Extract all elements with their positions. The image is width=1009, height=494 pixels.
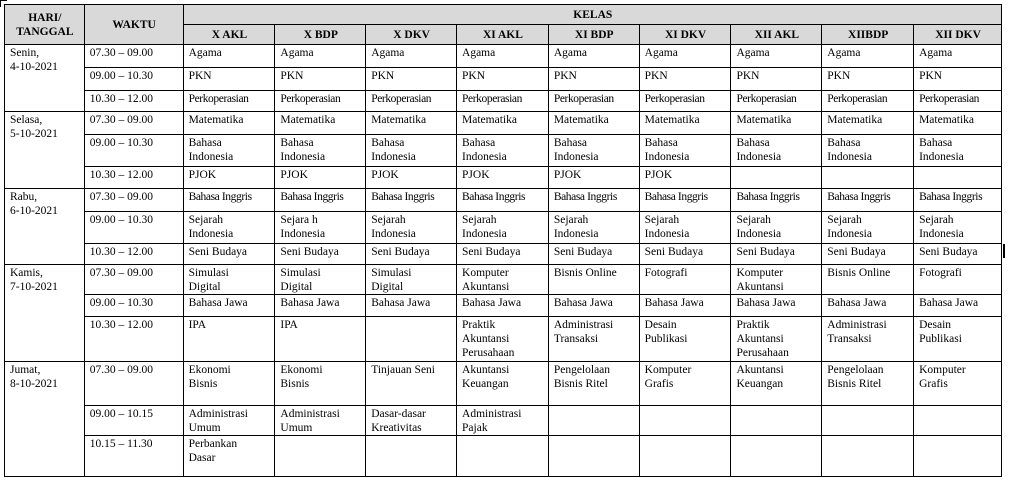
class-group-header: KELAS xyxy=(183,5,1001,25)
subject-cell xyxy=(366,317,457,362)
subject-cell: Seni Budaya xyxy=(366,244,457,265)
subject-cell: Perkoperasian xyxy=(731,91,822,112)
subject-cell xyxy=(822,406,914,436)
subject-cell: Matematika xyxy=(914,112,1002,135)
subject-cell: Matematika xyxy=(548,112,639,135)
subject-cell: Tinjauan Seni xyxy=(366,362,457,406)
class-header-xii-akl: XII AKL xyxy=(731,25,822,45)
day-cell-senin xyxy=(5,45,85,112)
time-slot: 09.00 – 10.30 xyxy=(84,295,183,317)
subject-cell: Bahasa Inggris xyxy=(548,189,639,212)
subject-cell: Bahasa Jawa xyxy=(731,295,822,317)
subject-cell xyxy=(457,436,549,477)
subject-cell: PKN xyxy=(366,68,457,91)
day-name: Jumat, xyxy=(10,364,41,376)
subject-cell: Komputer Grafis xyxy=(639,362,731,406)
subject-cell: Pengelolaan Bisnis Ritel xyxy=(822,362,914,406)
day-name: Selasa, xyxy=(10,114,43,126)
subject-cell: Bahasa Inggris xyxy=(914,189,1002,212)
subject-cell: Matematika xyxy=(731,112,822,135)
subject-cell: Pengelolaan Bisnis Ritel xyxy=(548,362,639,406)
subject-cell xyxy=(822,167,914,189)
subject-cell: Seni Budaya xyxy=(457,244,549,265)
subject-cell: PJOK xyxy=(639,167,731,189)
subject-cell xyxy=(639,406,731,436)
schedule-row xyxy=(5,295,1002,317)
subject-cell: PKN xyxy=(275,68,366,91)
schedule-row xyxy=(5,362,1002,406)
subject-cell: Bahasa Indonesia xyxy=(366,135,457,167)
subject-cell: Bahasa Indonesia xyxy=(548,135,639,167)
subject-cell: Perbankan Dasar xyxy=(183,436,275,477)
text-cursor xyxy=(1003,244,1005,258)
day-cell-rabu xyxy=(5,189,85,265)
subject-cell: Sejarah Indonesia xyxy=(548,212,639,244)
subject-cell: Perkoperasian xyxy=(457,91,549,112)
subject-cell: Seni Budaya xyxy=(914,244,1002,265)
subject-cell: Bahasa Indonesia xyxy=(275,135,366,167)
day-cell-selasa xyxy=(5,112,85,189)
subject-cell: Perkoperasian xyxy=(914,91,1002,112)
subject-cell xyxy=(548,406,639,436)
subject-cell: PKN xyxy=(183,68,275,91)
subject-cell: Perkoperasian xyxy=(822,91,914,112)
subject-cell: Komputer Grafis xyxy=(914,362,1002,406)
subject-cell: Matematika xyxy=(457,112,549,135)
subject-cell: Agama xyxy=(731,45,822,68)
subject-cell: Bahasa Indonesia xyxy=(457,135,549,167)
subject-cell: Praktik Akuntansi Perusahaan xyxy=(457,317,549,362)
subject-cell: Bahasa Jawa xyxy=(822,295,914,317)
subject-cell: Fotografi xyxy=(914,265,1002,295)
time-slot: 10.30 – 12.00 xyxy=(84,244,183,265)
subject-cell: Agama xyxy=(366,45,457,68)
time-slot: 09.00 – 10.30 xyxy=(84,68,183,91)
subject-cell: Desain Publikasi xyxy=(914,317,1002,362)
day-date: 4-10-2021 xyxy=(10,61,58,73)
subject-cell: Agama xyxy=(275,45,366,68)
subject-cell: Seni Budaya xyxy=(275,244,366,265)
subject-cell: Fotografi xyxy=(639,265,731,295)
subject-cell: Bisnis Online xyxy=(548,265,639,295)
subject-cell: Perkoperasian xyxy=(275,91,366,112)
subject-cell: Sejarah Indonesia xyxy=(639,212,731,244)
schedule-row xyxy=(5,112,1002,135)
subject-cell: Bahasa Indonesia xyxy=(183,135,275,167)
subject-cell: IPA xyxy=(183,317,275,362)
class-header-xiibdp: XIIBDP xyxy=(822,25,914,45)
subject-cell: Bahasa Indonesia xyxy=(822,135,914,167)
subject-cell: Sejarah Indonesia xyxy=(822,212,914,244)
time-slot: 09.00 – 10.30 xyxy=(84,135,183,167)
schedule-row xyxy=(5,91,1002,112)
subject-cell: Praktik Akuntansi Perusahaan xyxy=(731,317,822,362)
subject-cell: Administrasi Transaksi xyxy=(548,317,639,362)
day-cell-kamis xyxy=(5,265,85,362)
subject-cell: PKN xyxy=(639,68,731,91)
subject-cell: PJOK xyxy=(183,167,275,189)
subject-cell: Sejarah Indonesia xyxy=(731,212,822,244)
subject-cell: Agama xyxy=(183,45,275,68)
subject-cell: Matematika xyxy=(275,112,366,135)
subject-cell: Sejarah Indonesia xyxy=(914,212,1002,244)
time-slot: 07.30 – 09.00 xyxy=(84,45,183,68)
subject-cell: Bahasa Jawa xyxy=(548,295,639,317)
subject-cell: Dasar-dasar Kreativitas xyxy=(366,406,457,436)
subject-cell: PKN xyxy=(457,68,549,91)
schedule-row xyxy=(5,189,1002,212)
subject-cell: PJOK xyxy=(366,167,457,189)
subject-cell: Administrasi Pajak xyxy=(457,406,549,436)
subject-cell: Agama xyxy=(457,45,549,68)
subject-cell: Seni Budaya xyxy=(548,244,639,265)
subject-cell xyxy=(731,436,822,477)
subject-cell: Bahasa Jawa xyxy=(639,295,731,317)
time-slot: 07.30 – 09.00 xyxy=(84,189,183,212)
class-header-xi-dkv: XI DKV xyxy=(639,25,731,45)
subject-cell xyxy=(914,436,1002,477)
subject-cell: Bahasa Jawa xyxy=(914,295,1002,317)
subject-cell: Seni Budaya xyxy=(639,244,731,265)
time-slot: 10.15 – 11.30 xyxy=(84,436,183,477)
subject-cell: PJOK xyxy=(548,167,639,189)
subject-cell: Matematika xyxy=(822,112,914,135)
day-header-line-2: TANGGAL xyxy=(16,26,74,38)
time-column-header: WAKTU xyxy=(84,5,183,45)
subject-cell: Bahasa Indonesia xyxy=(639,135,731,167)
day-name: Kamis, xyxy=(10,267,43,279)
subject-cell xyxy=(731,406,822,436)
subject-cell: Sejara h Indonesia xyxy=(275,212,366,244)
subject-cell: Sejarah Indonesia xyxy=(457,212,549,244)
time-slot: 07.30 – 09.00 xyxy=(84,265,183,295)
subject-cell: Matematika xyxy=(183,112,275,135)
subject-cell: Perkoperasian xyxy=(183,91,275,112)
subject-cell: Bisnis Online xyxy=(822,265,914,295)
subject-cell: Bahasa Inggris xyxy=(275,189,366,212)
schedule-row xyxy=(5,317,1002,362)
subject-cell xyxy=(914,167,1002,189)
subject-cell: PKN xyxy=(731,68,822,91)
time-slot: 10.30 – 12.00 xyxy=(84,167,183,189)
subject-cell: Seni Budaya xyxy=(822,244,914,265)
subject-cell: Bahasa Jawa xyxy=(366,295,457,317)
class-header-x-akl: X AKL xyxy=(183,25,275,45)
subject-cell: Bahasa Inggris xyxy=(366,189,457,212)
subject-cell: PKN xyxy=(822,68,914,91)
day-date: 8-10-2021 xyxy=(10,378,58,390)
subject-cell: Bahasa Jawa xyxy=(183,295,275,317)
subject-cell: PJOK xyxy=(457,167,549,189)
subject-cell: PJOK xyxy=(275,167,366,189)
subject-cell: Desain Publikasi xyxy=(639,317,731,362)
day-name: Senin, xyxy=(10,47,40,59)
subject-cell: Ekonomi Bisnis xyxy=(183,362,275,406)
subject-cell: Bahasa Inggris xyxy=(731,189,822,212)
day-date: 5-10-2021 xyxy=(10,128,58,140)
subject-cell: Perkoperasian xyxy=(548,91,639,112)
time-slot: 09.00 – 10.30 xyxy=(84,212,183,244)
subject-cell: Simulasi Digital xyxy=(275,265,366,295)
class-header-xi-akl: XI AKL xyxy=(457,25,549,45)
subject-cell: PKN xyxy=(548,68,639,91)
subject-cell: Agama xyxy=(548,45,639,68)
subject-cell: Bahasa Jawa xyxy=(275,295,366,317)
subject-cell xyxy=(731,167,822,189)
subject-cell: Sejarah Indonesia xyxy=(366,212,457,244)
subject-cell: Akuntansi Keuangan xyxy=(457,362,549,406)
subject-cell: Administrasi Umum xyxy=(275,406,366,436)
subject-cell xyxy=(822,436,914,477)
schedule-row xyxy=(5,244,1002,265)
class-header-xi-bdp: XI BDP xyxy=(548,25,639,45)
day-date: 7-10-2021 xyxy=(10,281,58,293)
time-slot: 07.30 – 09.00 xyxy=(84,112,183,135)
day-name: Rabu, xyxy=(10,191,38,203)
subject-cell: Seni Budaya xyxy=(183,244,275,265)
day-date: 6-10-2021 xyxy=(10,205,58,217)
subject-cell: Administrasi Transaksi xyxy=(822,317,914,362)
class-header-xii-dkv: XII DKV xyxy=(914,25,1002,45)
subject-cell: Matematika xyxy=(366,112,457,135)
schedule-row xyxy=(5,68,1002,91)
subject-cell: Perkoperasian xyxy=(366,91,457,112)
subject-cell: PKN xyxy=(914,68,1002,91)
subject-cell: Ekonomi Bisnis xyxy=(275,362,366,406)
day-header-line-1: HARI/ xyxy=(28,12,62,24)
subject-cell: Administrasi Umum xyxy=(183,406,275,436)
schedule-row xyxy=(5,436,1002,477)
subject-cell xyxy=(275,436,366,477)
subject-cell: Bahasa Inggris xyxy=(639,189,731,212)
subject-cell: Bahasa Inggris xyxy=(183,189,275,212)
schedule-row xyxy=(5,212,1002,244)
subject-cell: Bahasa Inggris xyxy=(457,189,549,212)
subject-cell: Agama xyxy=(639,45,731,68)
subject-cell: Seni Budaya xyxy=(731,244,822,265)
subject-cell: Komputer Akuntansi xyxy=(457,265,549,295)
subject-cell: Akuntansi Keuangan xyxy=(731,362,822,406)
class-header-x-bdp: X BDP xyxy=(275,25,366,45)
class-header-x-dkv: X DKV xyxy=(366,25,457,45)
subject-cell: Bahasa Indonesia xyxy=(731,135,822,167)
schedule-row xyxy=(5,167,1002,189)
subject-cell xyxy=(366,436,457,477)
subject-cell xyxy=(639,436,731,477)
subject-cell xyxy=(914,406,1002,436)
schedule-row xyxy=(5,406,1002,436)
schedule-row xyxy=(5,45,1002,68)
subject-cell: Agama xyxy=(822,45,914,68)
subject-cell: Bahasa Inggris xyxy=(822,189,914,212)
subject-cell: Bahasa Jawa xyxy=(457,295,549,317)
schedule-row xyxy=(5,265,1002,295)
subject-cell: Bahasa Indonesia xyxy=(914,135,1002,167)
time-slot: 09.00 – 10.15 xyxy=(84,406,183,436)
subject-cell: Simulasi Digital xyxy=(183,265,275,295)
subject-cell xyxy=(548,436,639,477)
time-slot: 07.30 – 09.00 xyxy=(84,362,183,406)
day-column-header xyxy=(5,5,85,45)
schedule-table xyxy=(4,4,1002,477)
subject-cell: Agama xyxy=(914,45,1002,68)
subject-cell: Komputer Akuntansi xyxy=(731,265,822,295)
schedule-row xyxy=(5,135,1002,167)
day-cell-jumat xyxy=(5,362,85,477)
subject-cell: Sejarah Indonesia xyxy=(183,212,275,244)
subject-cell: Simulasi Digital xyxy=(366,265,457,295)
time-slot: 10.30 – 12.00 xyxy=(84,317,183,362)
subject-cell: Perkoperasian xyxy=(639,91,731,112)
time-slot: 10.30 – 12.00 xyxy=(84,91,183,112)
subject-cell: Matematika xyxy=(639,112,731,135)
subject-cell: IPA xyxy=(275,317,366,362)
